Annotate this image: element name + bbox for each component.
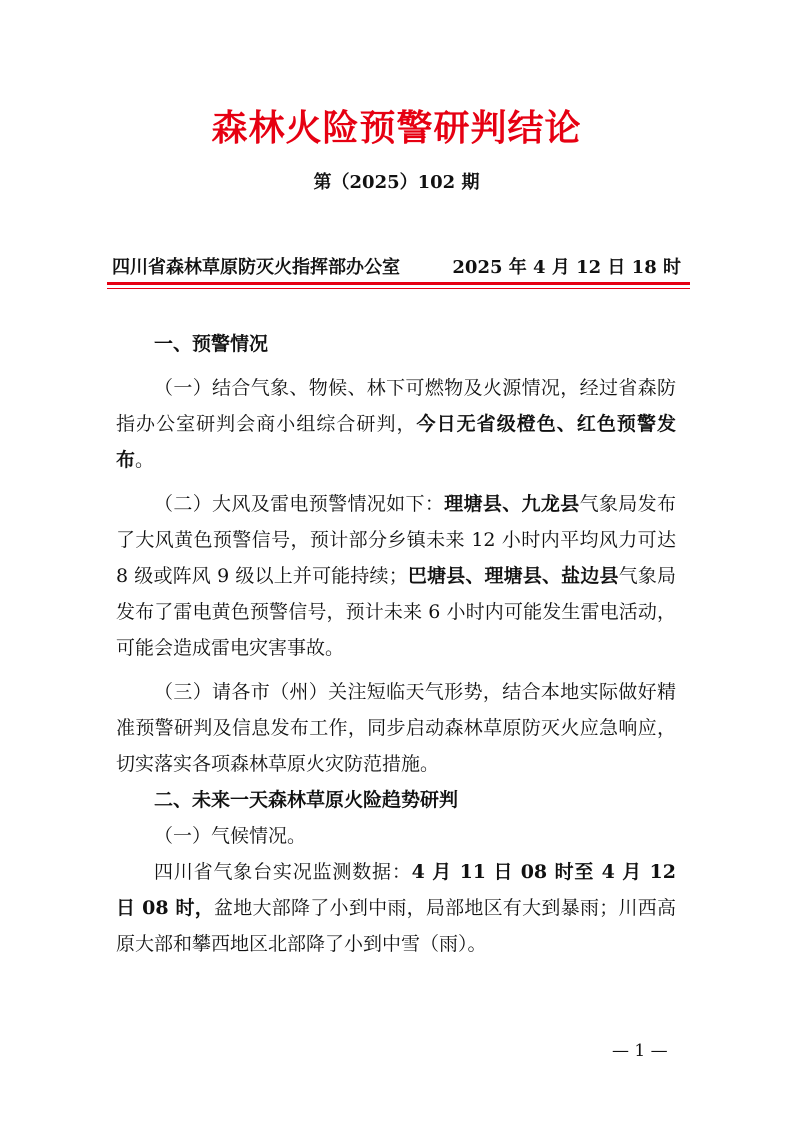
red-divider-thick bbox=[107, 282, 690, 285]
paragraph-warning-summary bbox=[116, 370, 676, 478]
wind-intro: （二）大风及雷电预警情况如下： bbox=[154, 493, 445, 515]
wind-detail: 气象局发布了大风黄色预警信号，预计部分乡镇未来 12 小时内平均风力可达 8 级或阵风 9 级以上并可能持续； bbox=[116, 493, 676, 587]
subheading-climate: （一）气候情况。 bbox=[154, 825, 307, 847]
warning-summary-bold: 今日无省级橙色、红色预警发布 bbox=[116, 413, 676, 471]
document-title: 森林火险预警研判结论 bbox=[211, 107, 582, 149]
paragraph-instructions: （三）请各市（州）关注短临天气形势，结合本地实际做好精准预警研判及信息发布工作，同步启动森林草原防灭火应急响应，切实落实各项森林草原火灾防范措施。 bbox=[116, 681, 676, 775]
thunder-detail: 气象局发布了雷电黄色预警信号，预计未来 6 小时内可能发生雷电活动，可能会造成雷电灾害事故。 bbox=[116, 565, 676, 659]
warning-summary-end: 。 bbox=[135, 449, 155, 471]
paragraph-observations bbox=[116, 854, 676, 962]
thunder-counties: 巴塘县、理塘县、盐边县 bbox=[407, 565, 619, 587]
page-number: — 1 — bbox=[612, 1041, 668, 1061]
warning-summary-text: （一）结合气象、物候、林下可燃物及火源情况，经过省森防指办公室研判会商小组综合研判， bbox=[116, 377, 676, 435]
observation-period: 4 月 11 日 08 时至 4 月 12 日 08 时， bbox=[116, 861, 676, 919]
paragraph-wind-thunder bbox=[116, 486, 676, 666]
section-heading-warning: 一、预警情况 bbox=[154, 333, 269, 355]
observation-intro: 四川省气象台实况监测数据： bbox=[154, 861, 412, 883]
document-body bbox=[116, 326, 676, 962]
issuing-office: 四川省森林草原防灭火指挥部办公室 bbox=[112, 257, 400, 278]
wind-counties: 理塘县、九龙县 bbox=[444, 493, 580, 515]
red-divider-thin bbox=[107, 288, 690, 289]
observation-detail: 盆地大部降了小到中雨，局部地区有大到暴雨；川西高原大部和攀西地区北部降了小到中雪（雨）。 bbox=[116, 897, 676, 955]
issue-datetime: 2025 年 4 月 12 日 18 时 bbox=[452, 257, 681, 278]
issue-number: 第（2025）102 期 bbox=[313, 172, 480, 193]
section-heading-trend: 二、未来一天森林草原火险趋势研判 bbox=[154, 789, 459, 811]
